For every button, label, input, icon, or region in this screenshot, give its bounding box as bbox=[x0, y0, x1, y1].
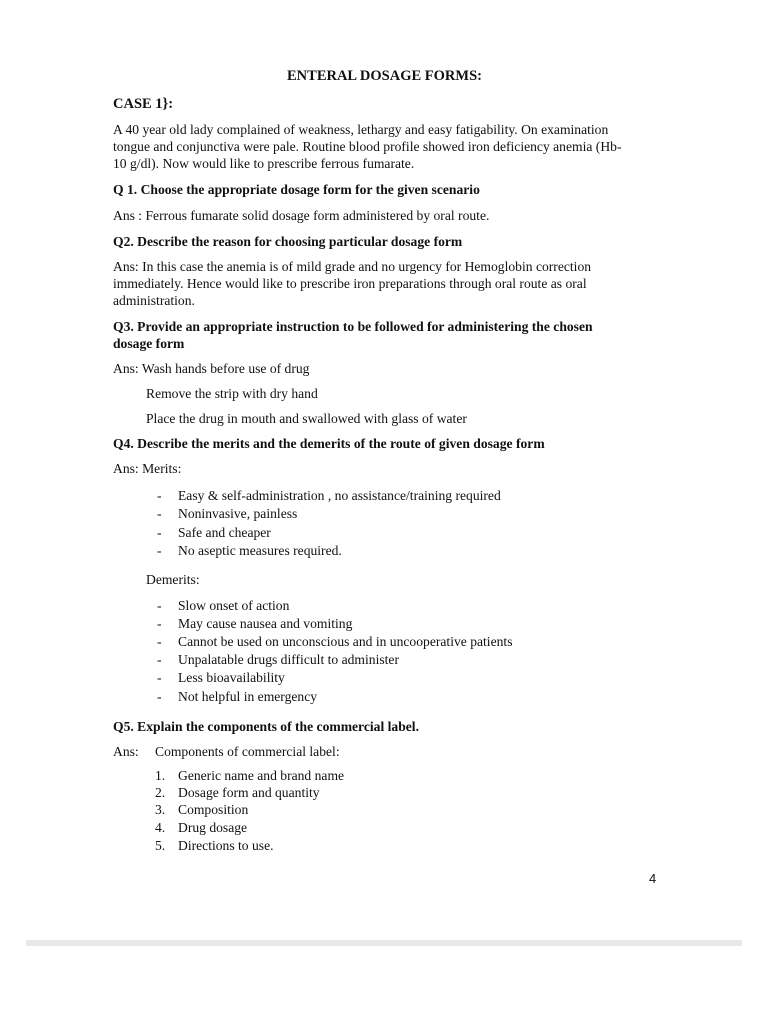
merit-item: No aseptic measures required. bbox=[178, 543, 342, 558]
component-item: Directions to use. bbox=[178, 838, 274, 853]
bullet-dash: - bbox=[157, 598, 162, 613]
page-title: ENTERAL DOSAGE FORMS: bbox=[287, 68, 482, 84]
case-heading: CASE 1}: bbox=[113, 96, 174, 112]
bullet-dash: - bbox=[157, 689, 162, 704]
page-separator bbox=[26, 940, 742, 946]
question-4: Q4. Describe the merits and the demerits of the route of given dosage form bbox=[113, 436, 545, 451]
page-number: 4 bbox=[649, 871, 657, 886]
question-3-line: dosage form bbox=[113, 336, 185, 351]
answer-2-line: immediately. Hence would like to prescribe iron preparations through oral route as oral bbox=[113, 276, 587, 291]
scenario-line: tongue and conjunctiva were pale. Routine blood profile showed iron deficiency anemia (Hb- bbox=[113, 139, 622, 154]
scenario-line: A 40 year old lady complained of weakness, lethargy and easy fatigability. On examination bbox=[113, 122, 609, 137]
bullet-dash: - bbox=[157, 634, 162, 649]
bullet-dash: - bbox=[157, 525, 162, 540]
question-3-line: Q3. Provide an appropriate instruction to be followed for administering the chosen bbox=[113, 319, 593, 334]
component-item: Generic name and brand name bbox=[178, 768, 345, 783]
question-5: Q5. Explain the components of the commercial label. bbox=[113, 719, 419, 734]
merit-item: Easy & self-administration , no assistance/training required bbox=[178, 488, 501, 503]
demerit-item: Less bioavailability bbox=[178, 670, 285, 685]
answer-3-line: Remove the strip with dry hand bbox=[146, 386, 318, 401]
bullet-dash: - bbox=[157, 543, 162, 558]
bullet-dash: - bbox=[157, 670, 162, 685]
bullet-dash: - bbox=[157, 488, 162, 503]
question-1: Q 1. Choose the appropriate dosage form for the given scenario bbox=[113, 182, 480, 197]
answer-3-line: Ans: Wash hands before use of drug bbox=[113, 361, 310, 376]
answer-1: Ans : Ferrous fumarate solid dosage form administered by oral route. bbox=[113, 208, 490, 223]
scenario-line: 10 g/dl). Now would like to prescribe ferrous fumarate. bbox=[113, 156, 415, 171]
demerit-item: May cause nausea and vomiting bbox=[178, 616, 353, 631]
demerit-item: Cannot be used on unconscious and in uncooperative patients bbox=[178, 634, 513, 649]
demerit-item: Not helpful in emergency bbox=[178, 689, 318, 704]
bullet-dash: - bbox=[157, 616, 162, 631]
merit-item: Safe and cheaper bbox=[178, 525, 271, 540]
answer-3-line: Place the drug in mouth and swallowed with glass of water bbox=[146, 411, 467, 426]
list-number: 2. bbox=[155, 785, 166, 800]
merit-item: Noninvasive, painless bbox=[178, 506, 298, 521]
answer-2-line: Ans: In this case the anemia is of mild grade and no urgency for Hemoglobin correction bbox=[113, 259, 592, 274]
bullet-dash: - bbox=[157, 652, 162, 667]
component-item: Drug dosage bbox=[178, 820, 248, 835]
demerit-item: Unpalatable drugs difficult to administer bbox=[178, 652, 399, 667]
demerit-item: Slow onset of action bbox=[178, 598, 290, 613]
answer-5-label: Ans: bbox=[113, 744, 139, 759]
list-number: 3. bbox=[155, 802, 166, 817]
answer-5-intro: Components of commercial label: bbox=[155, 744, 340, 759]
component-item: Dosage form and quantity bbox=[178, 785, 320, 800]
bullet-dash: - bbox=[157, 506, 162, 521]
list-number: 5. bbox=[155, 838, 166, 853]
list-number: 1. bbox=[155, 768, 166, 783]
merits-label: Ans: Merits: bbox=[113, 461, 182, 476]
list-number: 4. bbox=[155, 820, 166, 835]
answer-2-line: administration. bbox=[113, 293, 195, 308]
demerits-label: Demerits: bbox=[146, 572, 200, 587]
component-item: Composition bbox=[178, 802, 249, 817]
question-2: Q2. Describe the reason for choosing particular dosage form bbox=[113, 234, 463, 249]
